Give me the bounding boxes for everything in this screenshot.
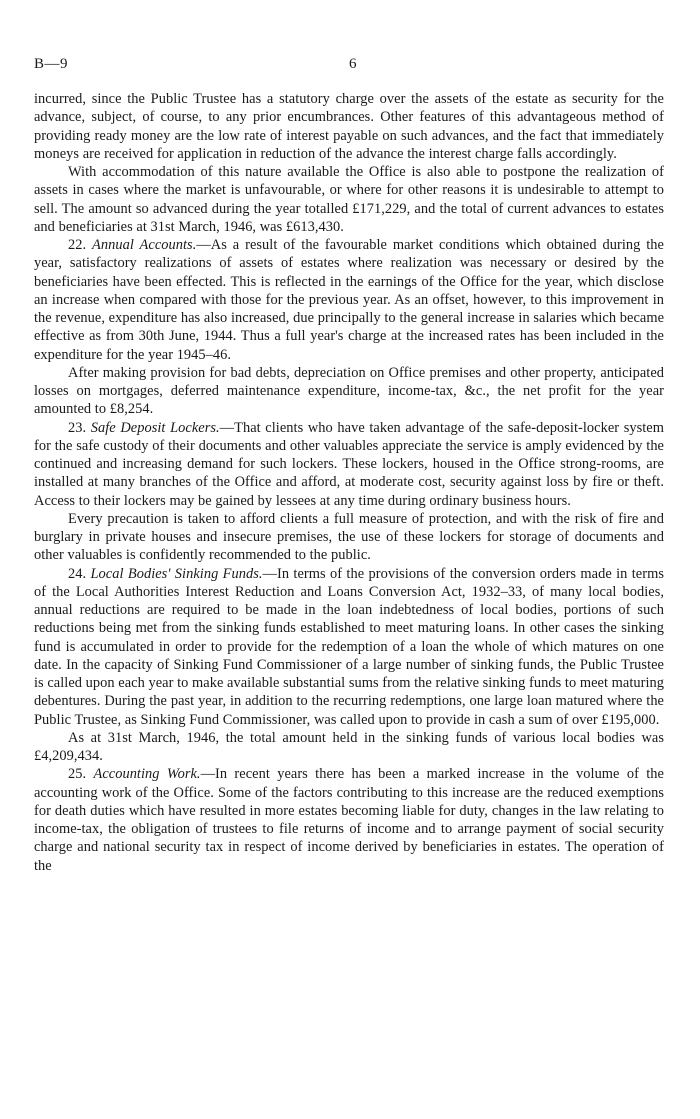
- section-24-sinking-funds: [34, 565, 664, 729]
- page-number: 6: [349, 56, 357, 72]
- page-header: [34, 56, 666, 76]
- section-heading: Annual Accounts.: [92, 237, 197, 253]
- section-number: 25.: [68, 766, 94, 783]
- section-heading: Safe Deposit Lockers.: [90, 419, 220, 436]
- paragraph-text: After making provision for bad debts, depreciation on Office premises and other property, anticipated losses on mortgages, deferred maintenance expenditure, income-tax, &c., the net profit for the year amounted to £8,254.: [34, 364, 664, 418]
- paragraph-sinking-fund-total: [34, 729, 664, 766]
- section-25-accounting-work: [34, 765, 664, 875]
- section-number: 22.: [68, 237, 93, 253]
- section-number: 24.: [68, 565, 91, 582]
- section-number: 23.: [68, 419, 91, 436]
- paragraph-text: Every precaution is taken to afford clients a full measure of protection, and with the risk of fire and burglary in private houses and insecure premises, the use of these lockers for storage of documents and other valuables is confidently recommended to the public.: [34, 510, 664, 564]
- paragraph-precaution: [34, 510, 664, 565]
- paragraph-text: With accommodation of this nature available the Office is also able to postpone the realization of assets in cases where the market is unfavourable, or where for other reasons it is undesirable to attempt to sell. The amount so advanced during the year totalled £171,229, and the total of current advances to estates and beneficiaries at 31st March, 1946, was £613,430.: [34, 164, 664, 235]
- section-heading: Local Bodies' Sinking Funds.: [90, 565, 263, 582]
- paragraph-accommodation: [34, 163, 664, 236]
- paragraph-text: As at 31st March, 1946, the total amount held in the sinking funds of various local bodies was £4,209,434.: [34, 729, 664, 764]
- section-23-safe-deposit-lockers: [34, 419, 664, 510]
- paragraph-text: incurred, since the Public Trustee has a statutory charge over the assets of the estate as security for the advance, subject, of course, to any prior encumbrances. Other features of this advantageous method of providing ready money are the low rate of interest payable on such advances, and the fact that immediately moneys are received for application in reduction of the advance the interest charge falls accordingly.: [34, 91, 664, 162]
- paragraph-text: —In terms of the provisions of the conversion orders made in terms of the Local Authorities Interest Reduction and Loans Conversion Act, 1932–33, of many local bodies, annual reductions are required to be made in the loan indebtedness of local bodies, portions of such reductions being met from the sinking funds established to meet maturing loans. In other cases the sinking fund is accumulated in order to provide for the redemption of a loan the whole of which matures on one date. In the capacity of Sinking Fund Commissioner of a large number of sinking funds, the Public Trustee is called upon each year to make available substantial sums from the relative sinking funds to meet maturing debentures. During the past year, in addition to the recurring redemptions, one large loan matured where the Public Trustee, as Sinking Fund Commissioner, was called upon to provide in cash a sum of over £195,000.: [34, 565, 665, 728]
- section-heading: Accounting Work.: [93, 766, 201, 783]
- document-reference: B—9: [34, 56, 69, 72]
- paragraph-text: —As a result of the favourable market conditions which obtained during the year, satisfactory realizations of assets of estates where realization was necessary or desired by the beneficiaries have been effected. This is reflected in the earnings of the Office for the year, which disclose an increase when compared with those for the previous year. As an offset, however, to this improvement in the revenue, expenditure has also increased, due principally to the general increase in salaries which became effective as from 30th June, 1944. Thus a full year's charge at the increased rates has been included in the expenditure for the year 1945–46.: [34, 237, 664, 363]
- paragraph-text: —In recent years there has been a marked increase in the volume of the accounting work of the Office. Some of the factors contributing to this increase are the reduced exemptions for death duties which have resulted in more estates becoming liable for duty, changes in the law relating to income-tax, the obligation of trustees to file returns of income and to arrange payment of social security charge and national security tax in respect of income derived by beneficiaries in estates. The operation of the: [34, 766, 664, 874]
- body-text: [34, 90, 664, 875]
- section-22-annual-accounts: [34, 236, 664, 364]
- paragraph-advances-continued: [34, 90, 664, 163]
- paragraph-net-profit: [34, 364, 664, 419]
- paragraph-text: —That clients who have taken advantage of the safe-deposit-locker system for the safe custody of their documents and other valuables appreciate the service is amply evidenced by the continued and increasing demand for such lockers. These lockers, housed in the Office strong-rooms, are installed at many branches of the Office and afford, at moderate cost, security against loss by fire or theft. Access to their lockers may be gained by lessees at any time during ordinary business hours.: [34, 419, 664, 509]
